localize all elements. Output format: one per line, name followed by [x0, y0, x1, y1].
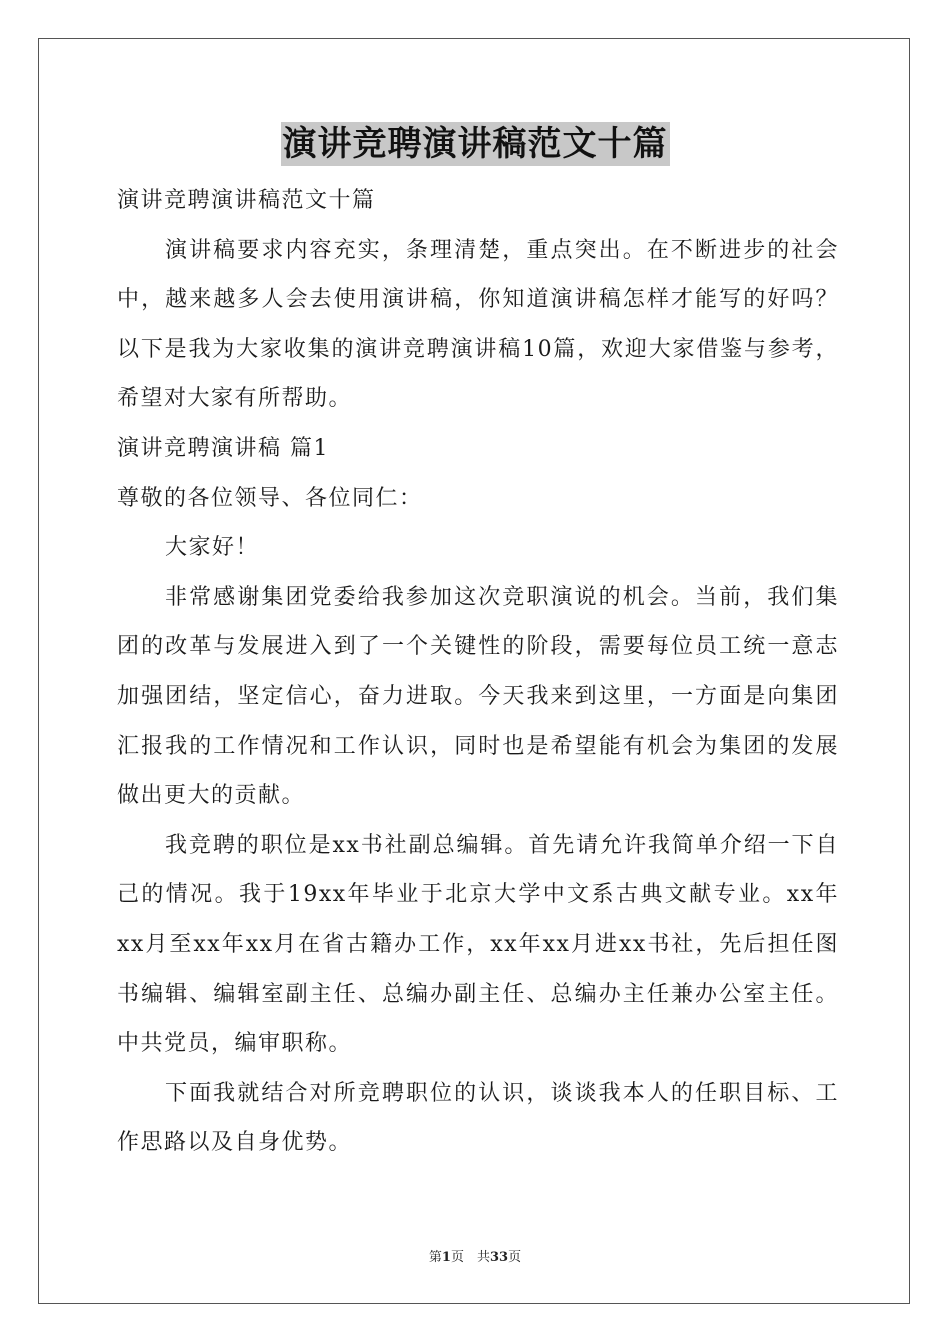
footer-page-suffix: 页 — [508, 1250, 522, 1265]
footer-page-total: 33 — [489, 1250, 509, 1265]
document-title: 演讲竞聘演讲稿范文十篇 — [282, 124, 668, 164]
body-paragraph: 下面我就结合对所竞聘职位的认识，谈谈我本人的任职目标、工作思路以及自身优势。 — [117, 1080, 839, 1156]
greeting: 大家好！ — [165, 535, 260, 561]
section-heading: 演讲竞聘演讲稿 篇1 — [117, 435, 329, 461]
footer-page-current: 1 — [441, 1250, 451, 1265]
footer-page-mid: 页 共 — [450, 1250, 490, 1265]
body-paragraph: 非常感谢集团党委给我参加这次竞职演说的机会。当前，我们集团的改革与发展进入到了一个关键性的阶段，需要每位员工统一意志加强团结，坚定信心，奋力进取。今天我来到这里，一方面是向集团汇报我的工作情况和工作认识，同时也是希望能有机会为集团的发展做出更大的贡献。 — [117, 584, 839, 809]
intro-paragraph: 演讲稿要求内容充实，条理清楚，重点突出。在不断进步的社会中，越来越多人会去使用演讲稿，你知道演讲稿怎样才能写的好吗？以下是我为大家收集的演讲竞聘演讲稿10篇，欢迎大家借鉴与参考，希望对大家有所帮助。 — [117, 237, 839, 412]
subtitle-line: 演讲竞聘演讲稿范文十篇 — [117, 188, 376, 213]
body-paragraph: 我竞聘的职位是xx书社副总编辑。首先请允许我简单介绍一下自己的情况。我于19xx年毕业于北京大学中文系古典文献专业。xx年xx月至xx年xx月在省古籍办工作，xx年xx月进xx书社，先后担任图书编辑、编辑室副主任、总编办副主任、总编办主任兼办公室主任。中共党员，编审职称。 — [117, 832, 839, 1057]
salutation: 尊敬的各位领导、各位同仁： — [117, 485, 423, 511]
footer-page-prefix: 第 — [428, 1250, 442, 1265]
page-footer — [0, 1246, 950, 1265]
document-body — [117, 176, 839, 1168]
title-container — [0, 122, 950, 166]
